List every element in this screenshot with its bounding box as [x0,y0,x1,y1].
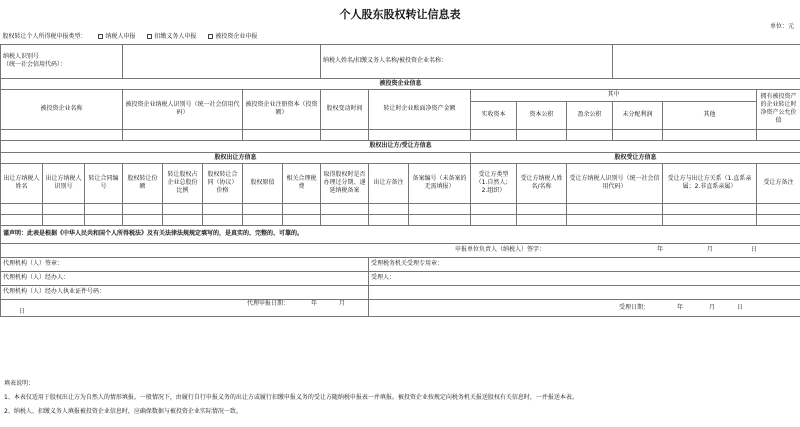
seller-section-title: 股权出让方信息 [1,152,471,163]
checkbox-icon[interactable] [147,34,152,39]
filing-type-row [1,30,800,44]
buyer-name-header: 受让方纳税人姓名/名称 [517,163,567,203]
agency-date-day: 日 [19,307,26,315]
data-cell[interactable] [85,203,123,214]
seller-remark-header: 出让方备注 [369,163,409,203]
tax-office-date-day: 日 [736,303,743,311]
invested-header-row-1 [1,89,800,101]
contract-no-header: 转让合同编号 [85,163,123,203]
data-cell[interactable] [243,203,283,214]
data-cell[interactable] [471,203,517,214]
filing-no-header: 备案编号（未备案的无需填报） [409,163,471,203]
data-cell[interactable] [369,203,409,214]
agency-date-label: 代理申报日期： [247,299,290,307]
notes-title: 填表说明： [4,380,35,387]
tax-office-date-label: 受理日期： [619,303,650,311]
data-cell[interactable] [43,203,85,214]
agency-cert-row [1,285,800,299]
data-cell[interactable] [1,203,43,214]
breakdown-group-header: 其中 [471,89,757,101]
agency-seal-label[interactable]: 代理机构（人）签章： [1,257,369,271]
transfer-subtitle-row [1,152,800,163]
transfer-header-row [1,163,800,203]
agency-date-cell[interactable] [1,299,369,316]
notes-section [4,380,796,422]
seller-name-header: 出让方纳税人姓名 [1,163,43,203]
data-cell[interactable] [757,203,800,214]
data-cell[interactable] [567,214,663,225]
form-table [0,30,800,317]
invested-section-title: 被投资企业信息 [1,78,800,89]
signature-year: 年 [656,246,663,253]
data-cell[interactable] [123,214,163,225]
data-cell[interactable] [163,203,203,214]
data-cell[interactable] [1,129,123,140]
invested-section-row [1,78,800,89]
data-cell[interactable] [1,214,43,225]
data-cell[interactable] [757,129,800,140]
id-label-text: 纳税人识别号 [3,53,40,60]
data-cell[interactable] [517,129,567,140]
data-cell[interactable] [663,214,757,225]
data-cell[interactable] [567,129,613,140]
net-assets-header: 转让时企业账面净资产金额 [369,89,471,129]
data-cell[interactable] [123,129,243,140]
option-label: 扣缴义务人申报 [154,32,197,40]
seller-id-header: 出让方纳税人识别号 [43,163,85,203]
checkbox-icon[interactable] [208,34,213,39]
taxpayer-name-label: 纳税人姓名/扣缴义务人名称/被投资企业名称： [321,44,613,78]
undistributed-profit-header: 未分配利润 [613,101,663,129]
transfer-section-title: 股权出让方/受让方信息 [1,140,800,152]
form-sheet [0,30,800,317]
data-cell[interactable] [663,203,757,214]
transfer-data-row [1,203,800,214]
data-cell[interactable] [369,129,471,140]
data-cell[interactable] [757,214,800,225]
data-cell[interactable] [369,214,409,225]
data-cell[interactable] [321,129,369,140]
checkbox-icon[interactable] [98,34,103,39]
taxpayer-row [1,44,800,78]
data-cell[interactable] [85,214,123,225]
taxpayer-id-label [1,44,123,78]
original-value-header: 股权原值 [243,163,283,203]
data-cell[interactable] [567,203,663,214]
contract-price-header: 股权转让合同（协议）价格 [203,163,243,203]
data-cell[interactable] [123,203,163,214]
tax-office-receiver-label[interactable]: 受理人： [369,271,800,285]
buyer-section-title: 股权受让方信息 [471,152,800,163]
notes-item-1: 1、本表仅适用于股权出让方为自然人的情形填报。一般情况下，由履行自行申报义务的出让方或履行扣缴申报义务的受让方随纳税申报表一并填报。被投资企业按规定向税务机关报送股权有关信息时，一并报送本表。 [4,394,578,401]
deferral-filing-header: 取得股权时是否办理过分期、递延纳税备案 [321,163,369,203]
signature-month: 月 [706,246,713,253]
data-cell[interactable] [517,203,567,214]
data-cell[interactable] [321,203,369,214]
option-label: 纳税人申报 [105,32,136,40]
data-cell[interactable] [203,203,243,214]
change-time-header: 股权变动时间 [321,89,369,129]
filing-type-label: 股权转让个人所得税申报类型： [2,32,87,40]
data-cell[interactable] [663,129,757,140]
taxpayer-id-field[interactable] [123,44,321,78]
data-cell[interactable] [283,203,321,214]
tax-office-blank[interactable] [369,285,800,299]
option-withholding-agent[interactable] [147,33,196,41]
company-name-header: 被投资企业名称 [1,89,123,129]
id-sublabel-text: （统一社会信用代码）： [3,61,67,68]
agency-date-year: 年 [310,299,317,307]
data-cell[interactable] [163,214,203,225]
agency-cert-label[interactable]: 代理机构（人）经办人执业证件号码： [1,285,369,299]
taxpayer-name-field[interactable] [613,44,800,78]
share-net-assets-header: 拥有被投资产的企业转让时净资产公允价值 [757,89,800,129]
agency-handler-label[interactable]: 代理机构（人）经办人： [1,271,369,285]
data-cell[interactable] [471,214,517,225]
data-cell[interactable] [613,129,663,140]
date-row [1,299,800,316]
declaration-text: 谨声明：此表是根据《中华人民共和国个人所得税法》及有关法律法规规定填写的，是真实的、完整的、可靠的。 [1,225,800,243]
invested-data-row [1,129,800,140]
data-cell[interactable] [203,214,243,225]
transfer-data-row [1,214,800,225]
buyer-relation-header: 受让方与出让方关系（1.直系亲属；2.非直系亲属） [663,163,757,203]
tax-office-date-year: 年 [676,303,683,311]
option-label: 被投资企业申报 [215,32,258,40]
agency-seal-row [1,257,800,271]
registered-capital-header: 被投资企业注册资本（投资额） [243,89,321,129]
data-cell[interactable] [321,214,369,225]
data-cell[interactable] [243,129,321,140]
buyer-remark-header: 受让方备注 [757,163,800,203]
company-tax-id-header: 被投资企业纳税人识别号（统一社会信用代码） [123,89,243,129]
data-cell[interactable] [283,214,321,225]
surplus-reserve-header: 盈余公积 [567,101,613,129]
tax-office-seal-label[interactable]: 受理税务机关受理专用章： [369,257,800,271]
declaration-row [1,225,800,243]
notes-item-2: 2、纳税人、扣缴义务人填报被投资企业信息时，应确保数据与被投资企业实际情况一致。 [4,408,242,415]
agency-date-month: 月 [338,299,345,307]
option-taxpayer[interactable] [98,33,135,41]
agency-handler-row [1,271,800,285]
signature-row [1,243,800,257]
data-cell[interactable] [43,214,85,225]
form-title: 个人股东股权转让信息表 [339,8,461,21]
tax-office-date-month: 月 [708,303,715,311]
transfer-section-row [1,140,800,152]
transfer-share-header: 股权转让份额 [123,163,163,203]
buyer-type-header: 受让方类型（1.自然人；2.组织） [471,163,517,203]
buyer-id-header: 受让方纳税人识别号（统一社会信用代码） [567,163,663,203]
data-cell[interactable] [243,214,283,225]
signature-day: 日 [750,246,757,253]
unit-label: 单位：元 [769,23,794,30]
signature-cell[interactable] [1,243,800,257]
data-cell[interactable] [409,214,471,225]
capital-reserve-header: 资本公积 [517,101,567,129]
reasonable-taxes-header: 相关合理税费 [283,163,321,203]
signature-label: 申报单位负责人（纳税人）签字： [455,246,546,253]
data-cell[interactable] [471,129,517,140]
paid-in-capital-header: 实收资本 [471,101,517,129]
data-cell[interactable] [517,214,567,225]
data-cell[interactable] [409,203,471,214]
option-invested-company[interactable] [208,33,257,41]
share-ratio-header: 转让股权占企业总股份比例 [163,163,203,203]
tax-office-date-cell[interactable] [369,299,800,316]
other-header: 其他 [663,101,757,129]
